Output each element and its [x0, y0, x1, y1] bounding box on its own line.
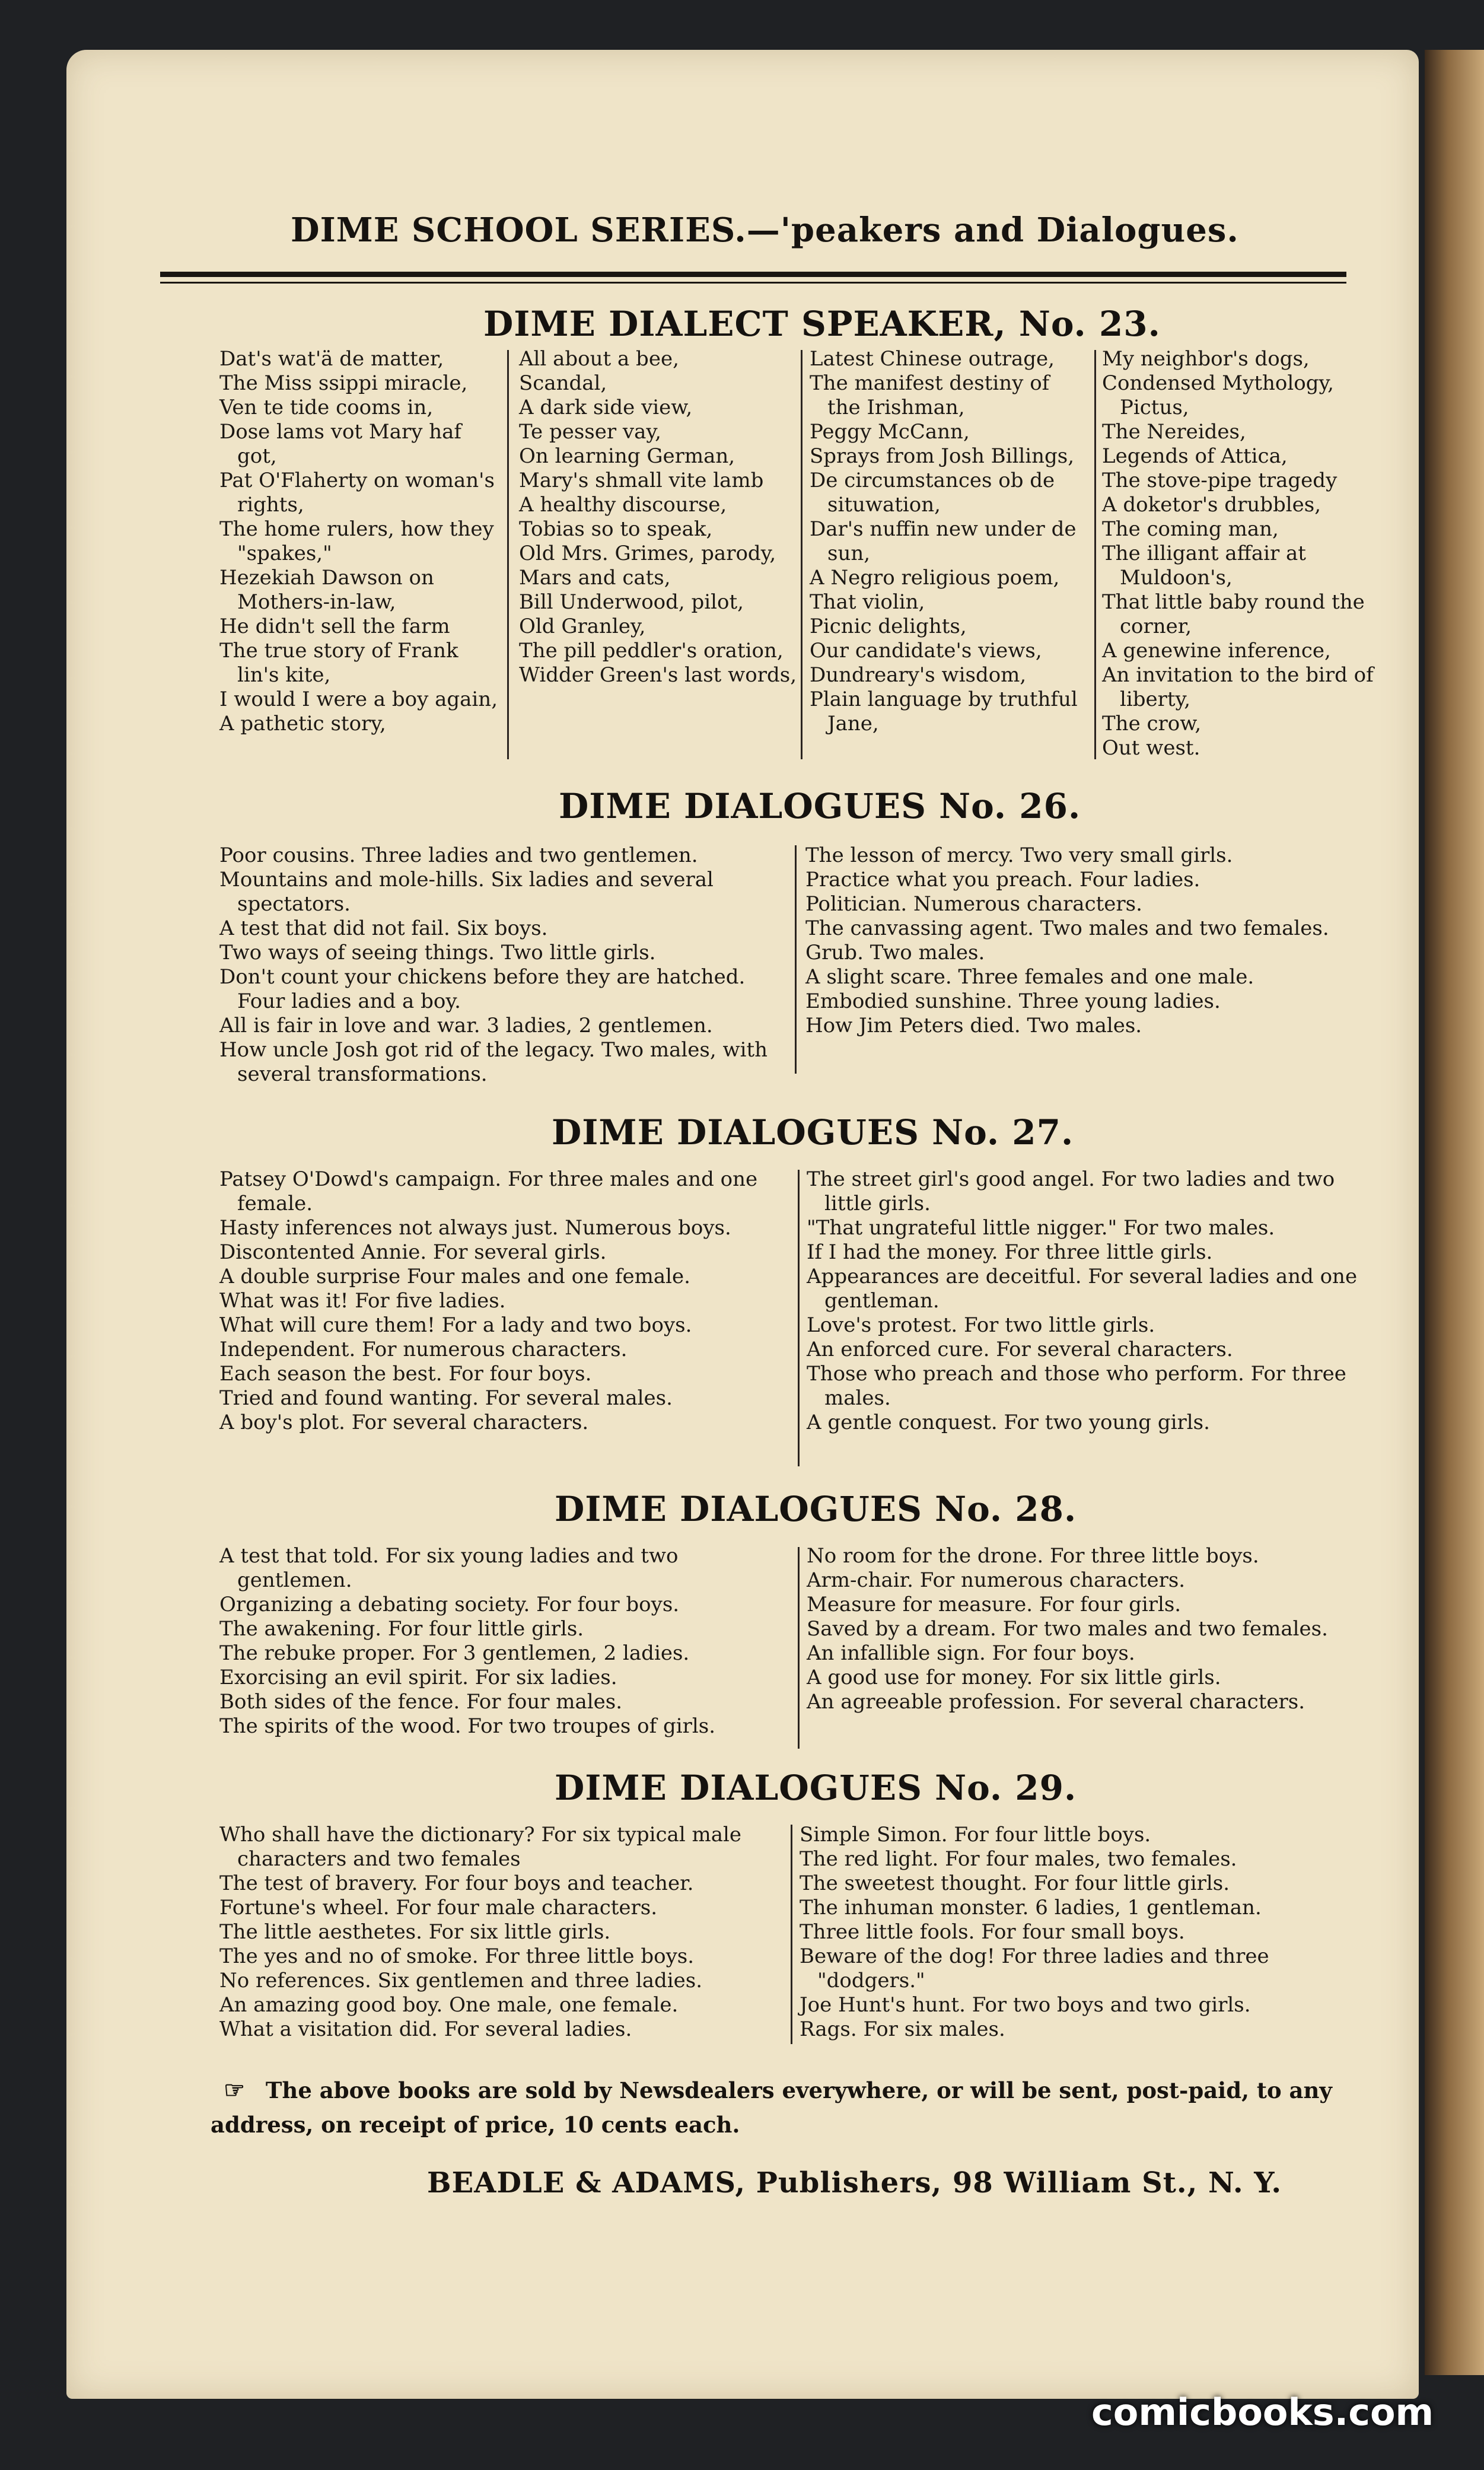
book-spine	[1425, 50, 1484, 2375]
catalog-entry: Sprays from Josh Billings,	[810, 444, 1075, 468]
dialogues-26-column-1	[219, 844, 786, 1087]
catalog-entry: That little baby round the corner,	[1102, 590, 1365, 638]
catalog-entry: The pill peddler's oration,	[519, 639, 784, 663]
pointing-hand-icon: ☞	[224, 2076, 245, 2104]
catalog-entry: A doketor's drubbles,	[1102, 493, 1321, 517]
catalog-entry: The sweetest thought. For four little girls.	[800, 1871, 1230, 1895]
speaker-column-3	[810, 347, 1088, 736]
catalog-entry: Pat O'Flaherty on woman's rights,	[219, 469, 495, 517]
catalog-entry: Simple Simon. For four little boys.	[800, 1823, 1151, 1847]
catalog-entry: Old Granley,	[519, 615, 646, 638]
dialogues-28-column-2	[807, 1544, 1376, 1714]
catalog-entry: A genewine inference,	[1102, 639, 1331, 663]
catalog-entry: Mountains and mole-hills. Six ladies and several spectators.	[219, 868, 714, 916]
dialogues-29-column-2	[800, 1823, 1375, 2042]
catalog-entry: Peggy McCann,	[810, 420, 970, 444]
catalog-entry: Independent. For numerous characters.	[219, 1338, 628, 1361]
column-divider	[791, 1825, 792, 2044]
catalog-entry: The spirits of the wood. For two troupes of girls.	[219, 1714, 716, 1738]
catalog-entry: Both sides of the fence. For four males.	[219, 1690, 623, 1714]
series-header: DIME SCHOOL SERIES.—'peakers and Dialogues.	[291, 211, 1239, 250]
catalog-entry: The inhuman monster. 6 ladies, 1 gentleman.	[800, 1896, 1262, 1920]
catalog-entry: The crow,	[1102, 712, 1202, 736]
catalog-entry: The home rulers, how they "spakes,"	[219, 517, 494, 565]
catalog-entry: Beware of the dog! For three ladies and three "dodgers."	[800, 1944, 1269, 1992]
catalog-entry: How uncle Josh got rid of the legacy. Two males, with several transformations.	[219, 1038, 768, 1086]
section-title-dialogues-28: DIME DIALOGUES No. 28.	[555, 1489, 1077, 1529]
catalog-entry: De circumstances ob de situwation,	[810, 469, 1055, 517]
catalog-entry: Exorcising an evil spirit. For six ladies.	[219, 1666, 617, 1689]
header-rule-thin	[160, 282, 1346, 284]
catalog-entry: A slight scare. Three females and one male.	[805, 965, 1254, 989]
catalog-entry: Legends of Attica,	[1102, 444, 1288, 468]
catalog-entry: Arm-chair. For numerous characters.	[807, 1568, 1186, 1592]
catalog-entry: Dat's wat'ä de matter,	[219, 347, 444, 371]
dialogues-28-column-1	[219, 1544, 789, 1739]
section-title-dialect-speaker: DIME DIALECT SPEAKER, No. 23.	[483, 304, 1161, 344]
catalog-entry: Joe Hunt's hunt. For two boys and two girls.	[800, 1993, 1251, 2017]
catalog-entry: An amazing good boy. One male, one female.	[219, 1993, 679, 2017]
catalog-entry: That violin,	[810, 590, 925, 614]
catalog-entry: Tobias so to speak,	[519, 517, 713, 541]
catalog-entry: No references. Six gentlemen and three ladies.	[219, 1969, 703, 1992]
dialogues-26-column-2	[805, 844, 1375, 1038]
catalog-entry: An agreeable profession. For several characters.	[807, 1690, 1305, 1714]
ordering-note-text: The above books are sold by Newsdealers everywhere, or will be sent, post-paid, to any address, on receipt of price, 10 cents each.	[211, 2077, 1332, 2138]
catalog-entry: Old Mrs. Grimes, parody,	[519, 542, 776, 565]
section-title-dialogues-26: DIME DIALOGUES No. 26.	[559, 786, 1081, 826]
catalog-entry: The red light. For four males, two females.	[800, 1847, 1237, 1871]
catalog-entry: Patsey O'Dowd's campaign. For three males and one female.	[219, 1167, 758, 1215]
catalog-entry: A gentle conquest. For two young girls.	[807, 1411, 1210, 1434]
publisher-imprint: BEADLE & ADAMS, Publishers, 98 William St., N. Y.	[427, 2166, 1282, 2200]
catalog-entry: The illigant affair at Muldoon's,	[1102, 542, 1306, 590]
column-divider	[795, 845, 797, 1074]
catalog-entry: The awakening. For four little girls.	[219, 1617, 584, 1641]
catalog-entry: A double surprise Four males and one female.	[219, 1265, 690, 1288]
site-watermark: comicbooks.com	[1091, 2391, 1434, 2434]
speaker-column-1	[219, 347, 498, 736]
speaker-column-4	[1102, 347, 1381, 760]
catalog-entry: Each season the best. For four boys.	[219, 1362, 592, 1386]
catalog-entry: The lesson of mercy. Two very small girls.	[805, 844, 1233, 867]
catalog-entry: A healthy discourse,	[519, 493, 727, 517]
section-title-dialogues-27: DIME DIALOGUES No. 27.	[552, 1112, 1074, 1153]
catalog-entry: If I had the money. For three little girls.	[807, 1240, 1213, 1264]
catalog-entry: Latest Chinese outrage,	[810, 347, 1055, 371]
catalog-entry: A boy's plot. For several characters.	[219, 1411, 589, 1434]
catalog-entry: A dark side view,	[519, 396, 693, 419]
catalog-entry: My neighbor's dogs,	[1102, 347, 1310, 371]
catalog-entry: A good use for money. For six little girls.	[807, 1666, 1221, 1689]
catalog-entry: Dose lams vot Mary haf got,	[219, 420, 461, 468]
catalog-entry: Those who preach and those who perform. For three males.	[807, 1362, 1346, 1410]
catalog-entry: Love's protest. For two little girls.	[807, 1313, 1155, 1337]
catalog-entry: Who shall have the dictionary? For six typical male characters and two females	[219, 1823, 742, 1871]
column-divider	[798, 1547, 800, 1749]
catalog-entry: Hezekiah Dawson on Mothers-in-law,	[219, 566, 434, 614]
catalog-entry: The canvassing agent. Two males and two females.	[805, 916, 1329, 940]
catalog-entry: Appearances are deceitful. For several ladies and one gentleman.	[807, 1265, 1358, 1313]
column-divider	[507, 350, 509, 759]
catalog-entry: An invitation to the bird of liberty,	[1102, 663, 1374, 711]
catalog-entry: I would I were a boy again,	[219, 687, 498, 711]
catalog-entry: What a visitation did. For several ladies.	[219, 2017, 632, 2041]
catalog-entry: A Negro religious poem,	[810, 566, 1060, 590]
catalog-entry: A test that did not fail. Six boys.	[219, 916, 548, 940]
catalog-entry: The yes and no of smoke. For three little boys.	[219, 1944, 695, 1968]
catalog-entry: Fortune's wheel. For four male characters.	[219, 1896, 658, 1920]
catalog-entry: The little aesthetes. For six little girls.	[219, 1920, 611, 1944]
catalog-entry: Politician. Numerous characters.	[805, 892, 1142, 916]
catalog-entry: Rags. For six males.	[800, 2017, 1005, 2041]
catalog-entry: Discontented Annie. For several girls.	[219, 1240, 607, 1264]
catalog-entry: Measure for measure. For four girls.	[807, 1593, 1182, 1616]
catalog-entry: The rebuke proper. For 3 gentlemen, 2 ladies.	[219, 1641, 690, 1665]
catalog-entry: No room for the drone. For three little boys.	[807, 1544, 1259, 1568]
catalog-entry: All is fair in love and war. 3 ladies, 2 gentlemen.	[219, 1014, 713, 1037]
catalog-entry: Grub. Two males.	[805, 941, 985, 965]
catalog-entry: Hasty inferences not always just. Numerous boys.	[219, 1216, 731, 1240]
catalog-entry: Three little fools. For four small boys.	[800, 1920, 1185, 1944]
catalog-entry: What will cure them! For a lady and two boys.	[219, 1313, 692, 1337]
catalog-entry: A pathetic story,	[219, 712, 386, 736]
catalog-entry: The stove-pipe tragedy	[1102, 469, 1337, 492]
catalog-entry: The Miss ssippi miracle,	[219, 371, 468, 395]
catalog-entry: Poor cousins. Three ladies and two gentlemen.	[219, 844, 698, 867]
catalog-entry: Dar's nuffin new under de sun,	[810, 517, 1077, 565]
column-divider	[798, 1170, 800, 1466]
header-rule	[160, 272, 1346, 277]
catalog-entry: The true story of Frank lin's kite,	[219, 639, 458, 687]
catalog-entry: Practice what you preach. Four ladies.	[805, 868, 1200, 892]
catalog-entry: Tried and found wanting. For several males.	[219, 1386, 673, 1410]
catalog-entry: An enforced cure. For several characters.	[807, 1338, 1233, 1361]
catalog-entry: A test that told. For six young ladies and two gentlemen.	[219, 1544, 679, 1592]
catalog-entry: How Jim Peters died. Two males.	[805, 1014, 1142, 1037]
catalog-entry: The street girl's good angel. For two ladies and two little girls.	[807, 1167, 1335, 1215]
section-title-dialogues-29: DIME DIALOGUES No. 29.	[555, 1768, 1077, 1808]
dialogues-27-column-2	[807, 1167, 1376, 1435]
catalog-entry: The manifest destiny of the Irishman,	[810, 371, 1050, 419]
catalog-entry: Te pesser vay,	[519, 420, 661, 444]
column-divider	[1094, 350, 1096, 759]
catalog-entry: Our candidate's views,	[810, 639, 1042, 663]
catalog-entry: What was it! For five ladies.	[219, 1289, 506, 1313]
ordering-note	[211, 2073, 1367, 2142]
catalog-entry: Dundreary's wisdom,	[810, 663, 1027, 687]
catalog-entry: He didn't sell the farm	[219, 615, 450, 638]
column-divider	[801, 350, 802, 759]
speaker-column-2	[519, 347, 798, 687]
catalog-entry: Ven te tide cooms in,	[219, 396, 434, 419]
catalog-entry: Mars and cats,	[519, 566, 671, 590]
catalog-entry: "That ungrateful little nigger." For two males.	[807, 1216, 1275, 1240]
catalog-entry: The coming man,	[1102, 517, 1279, 541]
catalog-entry: Saved by a dream. For two males and two females.	[807, 1617, 1328, 1641]
catalog-entry: Plain language by truthful Jane,	[810, 687, 1078, 736]
catalog-entry: Out west.	[1102, 736, 1200, 760]
catalog-entry: Mary's shmall vite lamb	[519, 469, 764, 492]
catalog-entry: The test of bravery. For four boys and teacher.	[219, 1871, 694, 1895]
catalog-entry: Picnic delights,	[810, 615, 967, 638]
catalog-entry: Scandal,	[519, 371, 607, 395]
catalog-entry: Condensed Mythology, Pictus,	[1102, 371, 1334, 419]
dialogues-29-column-1	[219, 1823, 789, 2042]
dialogues-27-column-1	[219, 1167, 789, 1435]
catalog-entry: The Nereides,	[1102, 420, 1246, 444]
catalog-entry: On learning German,	[519, 444, 735, 468]
catalog-entry: Embodied sunshine. Three young ladies.	[805, 989, 1221, 1013]
catalog-entry: All about a bee,	[519, 347, 679, 371]
catalog-entry: Organizing a debating society. For four boys.	[219, 1593, 680, 1616]
catalog-entry: Two ways of seeing things. Two little girls.	[219, 941, 656, 965]
catalog-entry: Widder Green's last words,	[519, 663, 797, 687]
catalog-entry: Bill Underwood, pilot,	[519, 590, 744, 614]
catalog-entry: Don't count your chickens before they are hatched. Four ladies and a boy.	[219, 965, 746, 1013]
catalog-entry: An infallible sign. For four boys.	[807, 1641, 1135, 1665]
